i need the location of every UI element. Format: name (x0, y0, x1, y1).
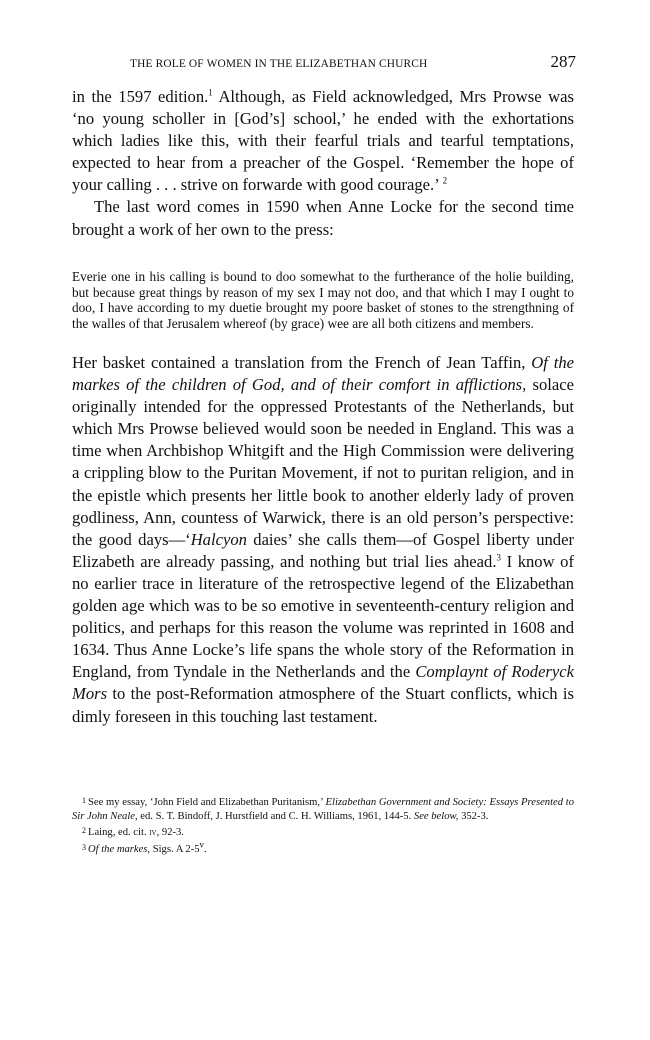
verso-mark: v (199, 839, 205, 850)
footnote-ref-2: 2 (442, 175, 448, 186)
paragraph-1 (72, 86, 574, 196)
text-run: ed. S. T. Bindoff, J. Hurstfield and C. H. Williams, 1961, 144-5. (137, 811, 414, 823)
text-run: solace originally intended for the oppressed Protestants of the Netherlands, but which Mrs Prowse believed would soon be needed in England. This was a time when Archbishop Whitgift and the High Commission were delivering a crippling blow to the Puritan Movement, if not to puritan religion, and in the epistle which presents her little book to another elderly lady of proven godliness, Ann, countess of Warwick, there is an old person’s perspective: the good days—‘ (72, 375, 575, 549)
main-text-upper (72, 86, 574, 241)
text-run: Her basket contained a translation from the French of Jean Taffin, (72, 353, 532, 372)
paragraph-2: The last word comes in 1590 when Anne Locke for the second time brought a work of her own to the press: (72, 197, 574, 239)
text-run: . (204, 843, 207, 855)
text-run: Sigs. A 2-5 (150, 843, 200, 855)
footnote-ref-3: 3 (496, 552, 501, 563)
text-run: to the post-Reformation atmosphere of the Stuart conflicts, which is dimly foreseen in this touching last testament. (72, 684, 574, 726)
footnote-ref-1: 1 (208, 87, 213, 98)
book-title: Of the markes of the children of God, and of their comfort in afflictions, (72, 353, 575, 395)
volume-numeral: iv (149, 827, 157, 839)
text-run: I know of no earlier trace in literature of the retrospective legend of the Elizabethan golden age which was to be so emotive in seventeenth-century religion and politics, and perhaps for this reason the volume was reprinted in 1608 and 1634. Thus Anne Locke’s life spans the whole story of the Reformation in England, from Tyndale in the Netherlands and the (72, 551, 574, 682)
footnote-number: 1 (82, 796, 86, 805)
text-run: Although, as Field acknowledged, Mrs Prowse was ‘no young scholler in [God’s] school,’ he ended with the exhortations which ladies like this, with their fearful trials and tearful temptations, expected to hear from a preacher of the Gospel. ‘Remember the hope of your calling . . . strive on forwarde with good courage.’ (72, 87, 574, 195)
text-run: daies’ she calls them—of Gospel liberty under Elizabeth are already passing, and nothing but trial lies ahead. (72, 529, 574, 571)
main-text-lower (72, 352, 574, 728)
paragraph-3 (72, 352, 574, 728)
text-run: 352-3. (458, 811, 489, 823)
text-run: Laing, ed. cit. (88, 827, 150, 839)
footnote-2 (72, 824, 574, 840)
italic-text: See below, (413, 811, 459, 823)
footnote-number: 3 (82, 842, 86, 852)
page-number: 287 (550, 52, 576, 71)
footnotes (72, 794, 574, 857)
running-header (72, 48, 576, 72)
italic-title: Elizabethan Government and Society: Essays Presented to Sir John Neale, (72, 797, 574, 823)
footnote-1 (72, 794, 574, 824)
text-run: , 92-3. (156, 827, 184, 839)
text-run: in the 1597 edition. (72, 87, 209, 106)
running-title: THE ROLE OF WOMEN IN THE ELIZABETHAN CHURCH (130, 58, 428, 70)
complaynt-title: Complaynt of Roderyck Mors (72, 662, 574, 704)
footnote-3 (72, 841, 574, 857)
block-quote: Everie one in his calling is bound to doo somewhat to the furtherance of the holie building, but because great things by reason of my sex I may not doo, and that which I may I ought to doo, I have according to my duetie brought my poore basket of stones to the strengthning of the walles of that Jerusalem whereof (by grace) wee are all both citizens and members. (72, 269, 574, 331)
text-run: See my essay, ‘John Field and Elizabethan Puritanism,’ (88, 797, 326, 808)
footnote-number: 2 (82, 826, 86, 836)
italic-title: Of the markes, (88, 843, 151, 855)
halcyon-word: Halcyon (190, 529, 247, 549)
